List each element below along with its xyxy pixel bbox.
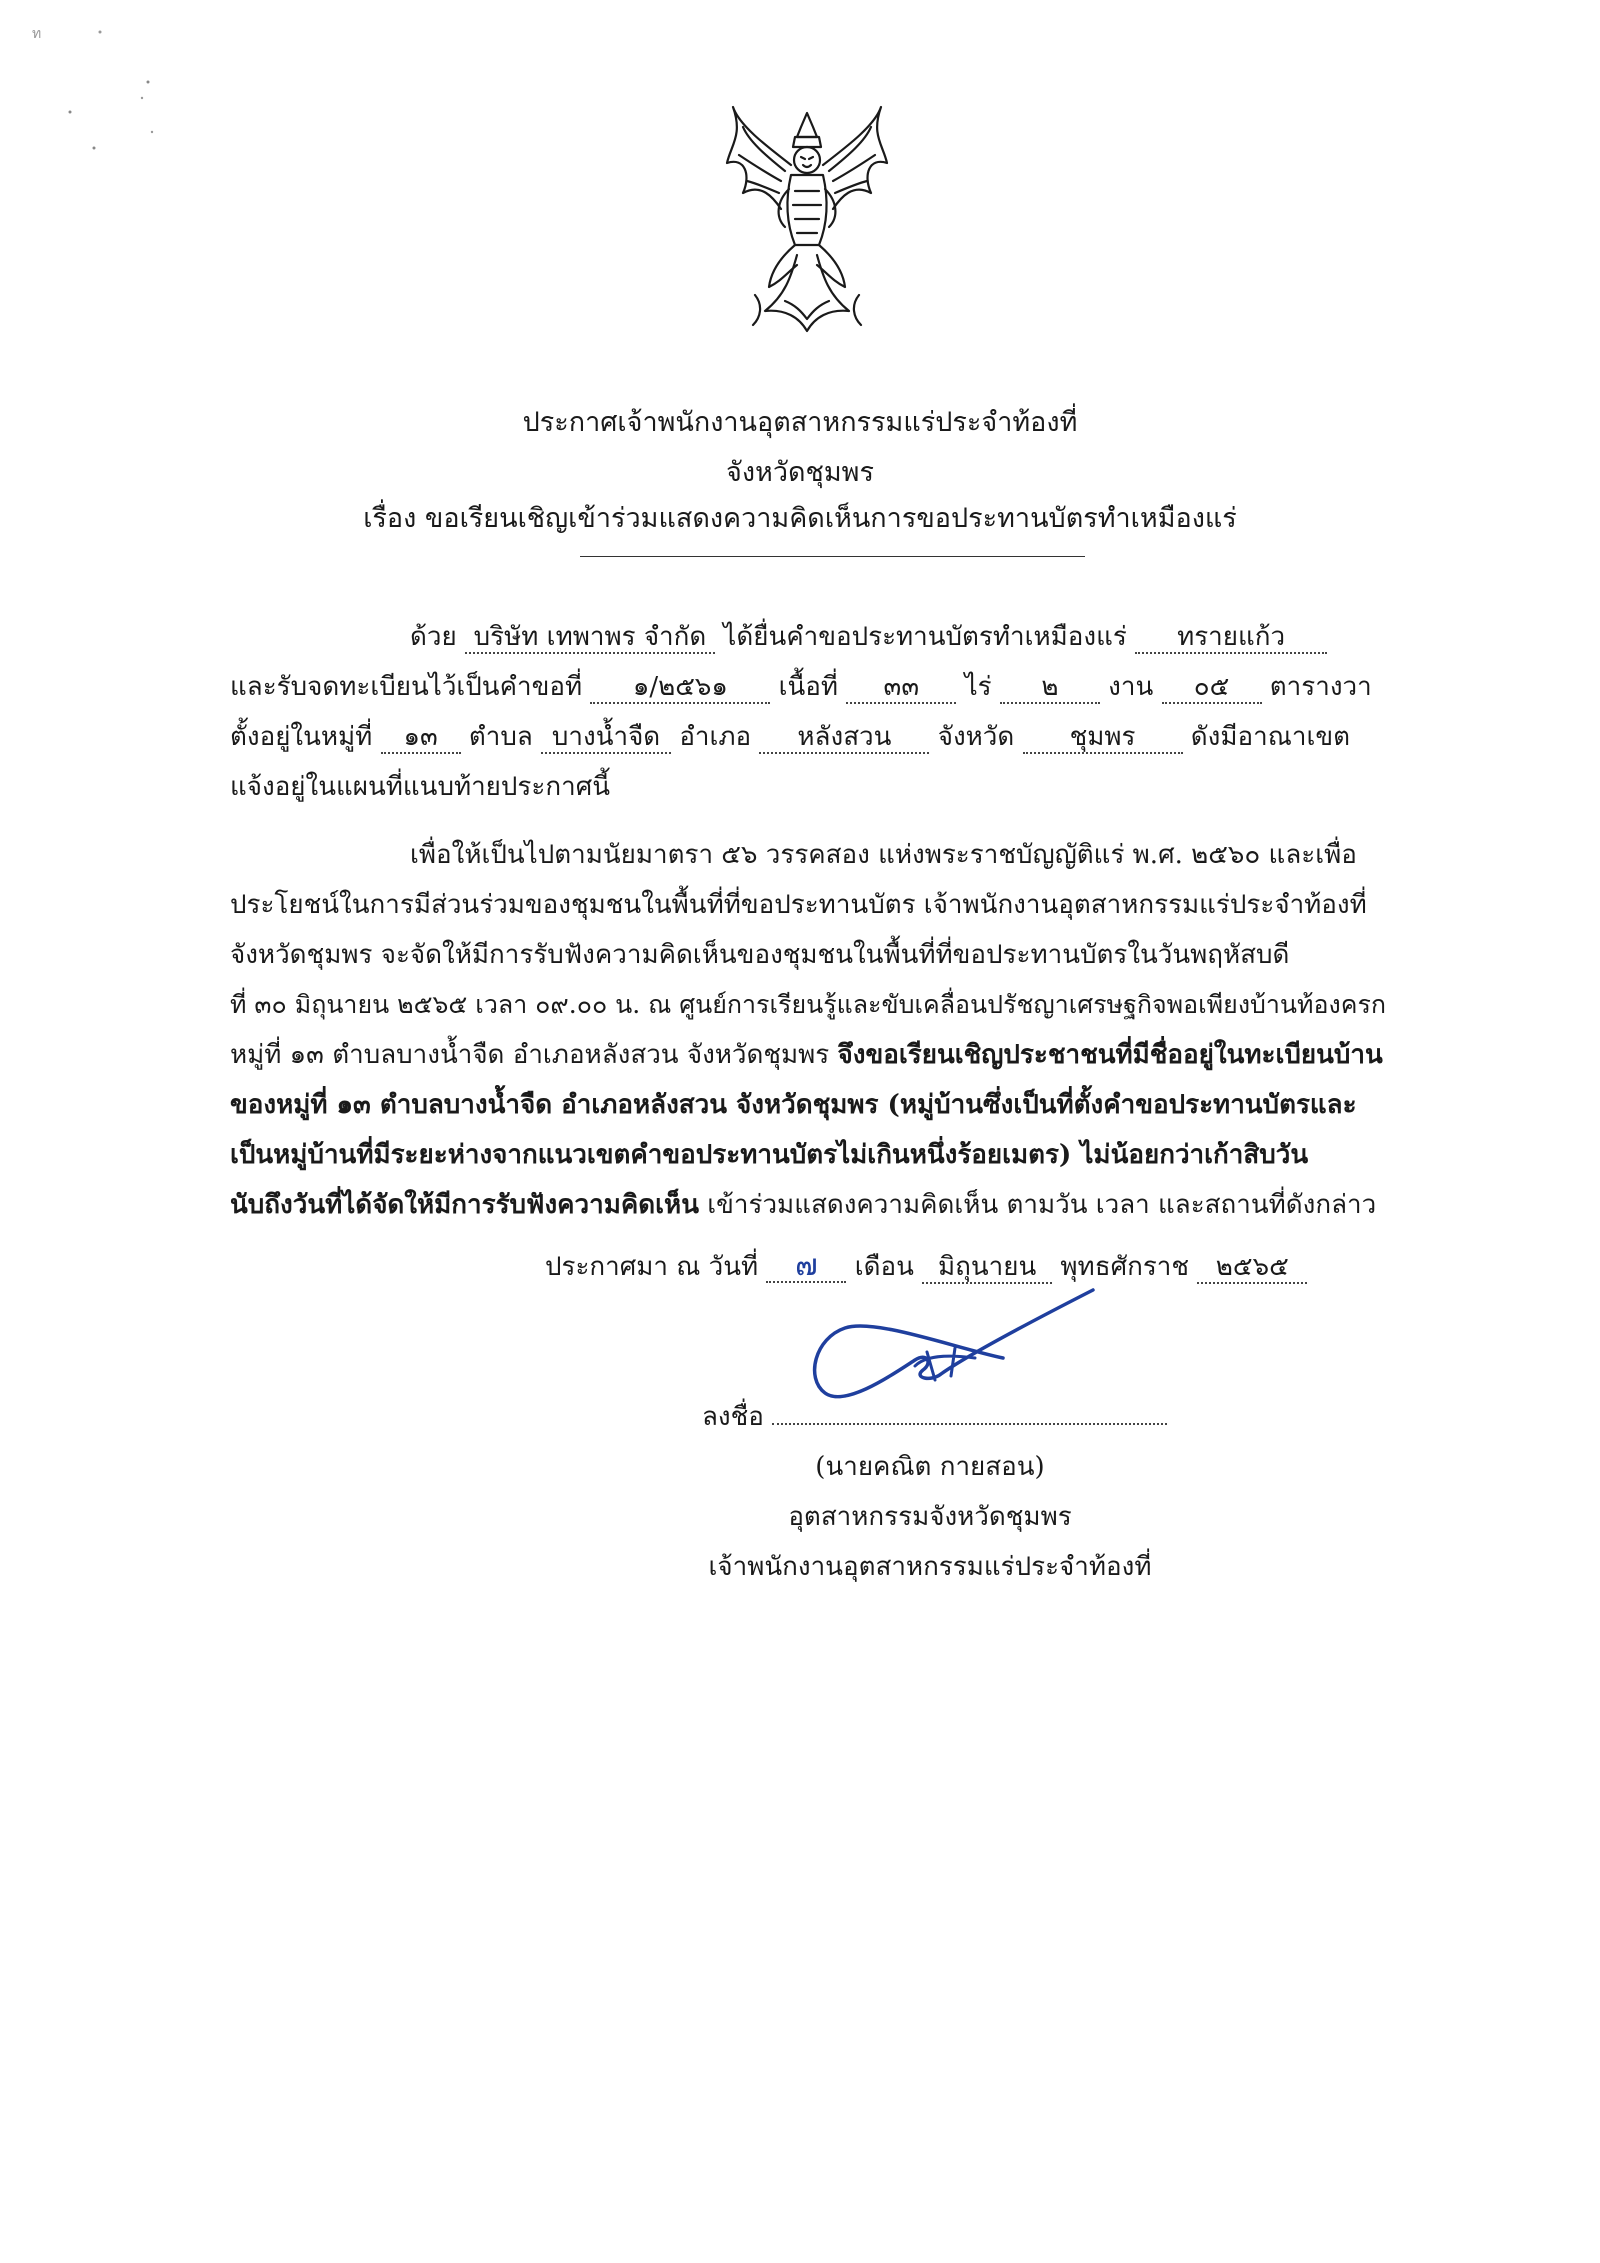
para2-line1: เพื่อให้เป็นไปตามนัยมาตรา ๕๖ วรรคสอง แห่งพระราชบัญญัติแร่ พ.ศ. ๒๕๖๐ และเพื่อ	[410, 840, 1357, 870]
para2-line5-normal: หมู่ที่ ๑๓ ตำบลบางน้ำจืด อำเภอหลังสวน จังหวัดชุมพร	[230, 1040, 830, 1070]
header-divider	[580, 556, 1085, 557]
label-month: เดือน	[854, 1252, 914, 1282]
garuda-emblem-icon	[725, 105, 890, 335]
signer-name: (นายคณิต กายสอน)	[815, 1452, 1045, 1482]
province-field: ชุมพร	[1023, 722, 1183, 754]
para2-line6: ของหมู่ที่ ๑๓ ตำบลบางน้ำจืด อำเภอหลังสวน จังหวัดชุมพร (หมู่บ้านซึ่งเป็นที่ตั้งคำขอประทานบัตรและ	[230, 1090, 1357, 1120]
label-moo: ตั้งอยู่ในหมู่ที่	[230, 722, 373, 752]
label-tambon: ตำบล	[468, 722, 533, 752]
para2-line8	[230, 1188, 1376, 1222]
month-field: มิถุนายน	[922, 1252, 1052, 1284]
year-field: ๒๕๖๕	[1197, 1252, 1307, 1284]
signature-line	[702, 1400, 1167, 1434]
mineral-field: ทรายแก้ว	[1135, 622, 1327, 654]
para1-line2	[230, 670, 1372, 704]
signer-position-2: เจ้าพนักงานอุตสาหกรรมแร่ประจำท้องที่	[708, 1552, 1152, 1582]
header-province: จังหวัดชุมพร	[726, 457, 874, 488]
para1-line4: แจ้งอยู่ในแผนที่แนบท้ายประกาศนี้	[230, 772, 610, 802]
para2-line8-bold: นับถึงวันที่ได้จัดให้มีการรับฟังความคิดเห็น	[230, 1190, 699, 1220]
wa-field: ๐๕	[1162, 672, 1262, 704]
amphoe-field: หลังสวน	[759, 722, 929, 754]
label-wa: ตารางวา	[1269, 672, 1372, 702]
label-ngan: งาน	[1108, 672, 1154, 702]
label-boundary: ดังมีอาณาเขต	[1190, 722, 1350, 752]
signature-field	[772, 1423, 1167, 1425]
label-area: เนื้อที่	[778, 672, 839, 702]
para2-line5-bold: จึงขอเรียนเชิญประชาชนที่มีชื่ออยู่ในทะเบียนบ้าน	[837, 1040, 1383, 1070]
label-applied: ได้ยื่นคำขอประทานบัตรทำเหมืองแร่	[723, 622, 1127, 652]
tambon-field: บางน้ำจืด	[541, 722, 671, 754]
moo-field: ๑๓	[381, 722, 461, 754]
label-amphoe: อำเภอ	[679, 722, 752, 752]
label-sign: ลงชื่อ	[702, 1402, 764, 1432]
svg-text:ท: ท	[32, 26, 42, 42]
para2-line3: จังหวัดชุมพร จะจัดให้มีการรับฟังความคิดเห็นของชุมชนในพื้นที่ที่ขอประทานบัตรในวันพฤหัสบดี	[230, 940, 1290, 970]
request-no-field: ๑/๒๕๖๑	[590, 672, 770, 704]
para1-line1	[410, 620, 1327, 654]
para1-line3	[230, 720, 1350, 754]
label-announce: ประกาศมา ณ วันที่	[545, 1252, 759, 1282]
label-rai: ไร่	[964, 672, 992, 702]
label-year: พุทธศักราช	[1060, 1252, 1190, 1282]
header-subject: เรื่อง ขอเรียนเชิญเข้าร่วมแสดงความคิดเห็นการขอประทานบัตรทำเหมืองแร่	[363, 503, 1237, 534]
para2-line2: ประโยชน์ในการมีส่วนร่วมของชุมชนในพื้นที่ที่ขอประทานบัตร เจ้าพนักงานอุตสาหกรรมแร่ประจำท้องที่	[230, 890, 1367, 920]
ngan-field: ๒	[1000, 672, 1100, 704]
para2-line4: ที่ ๓๐ มิถุนายน ๒๕๖๕ เวลา ๐๙.๐๐ น. ณ ศูนย์การเรียนรู้และขับเคลื่อนปรัชญาเศรษฐกิจพอเพียงบ้านท้องครก	[230, 990, 1387, 1019]
header-title: ประกาศเจ้าพนักงานอุตสาหกรรมแร่ประจำท้องที่	[522, 407, 1078, 438]
scan-specks	[30, 20, 180, 200]
label-request-no: และรับจดทะเบียนไว้เป็นคำขอที่	[230, 672, 583, 702]
label-by: ด้วย	[410, 622, 457, 652]
para2-line7: เป็นหมู่บ้านที่มีระยะห่างจากแนวเขตคำขอประทานบัตรไม่เกินหนึ่งร้อยเมตร) ไม่น้อยกว่าเก้าสิบวัน	[230, 1140, 1309, 1170]
para2-line8-normal: เข้าร่วมแสดงความคิดเห็น ตามวัน เวลา และสถานที่ดังกล่าว	[707, 1190, 1377, 1220]
signer-position-1: อุตสาหกรรมจังหวัดชุมพร	[788, 1502, 1072, 1532]
day-field: ๗	[766, 1251, 846, 1283]
para2-line5	[230, 1038, 1383, 1072]
label-province: จังหวัด	[937, 722, 1015, 752]
company-field: บริษัท เทพาพร จำกัด	[465, 622, 715, 654]
rai-field: ๓๓	[846, 672, 956, 704]
